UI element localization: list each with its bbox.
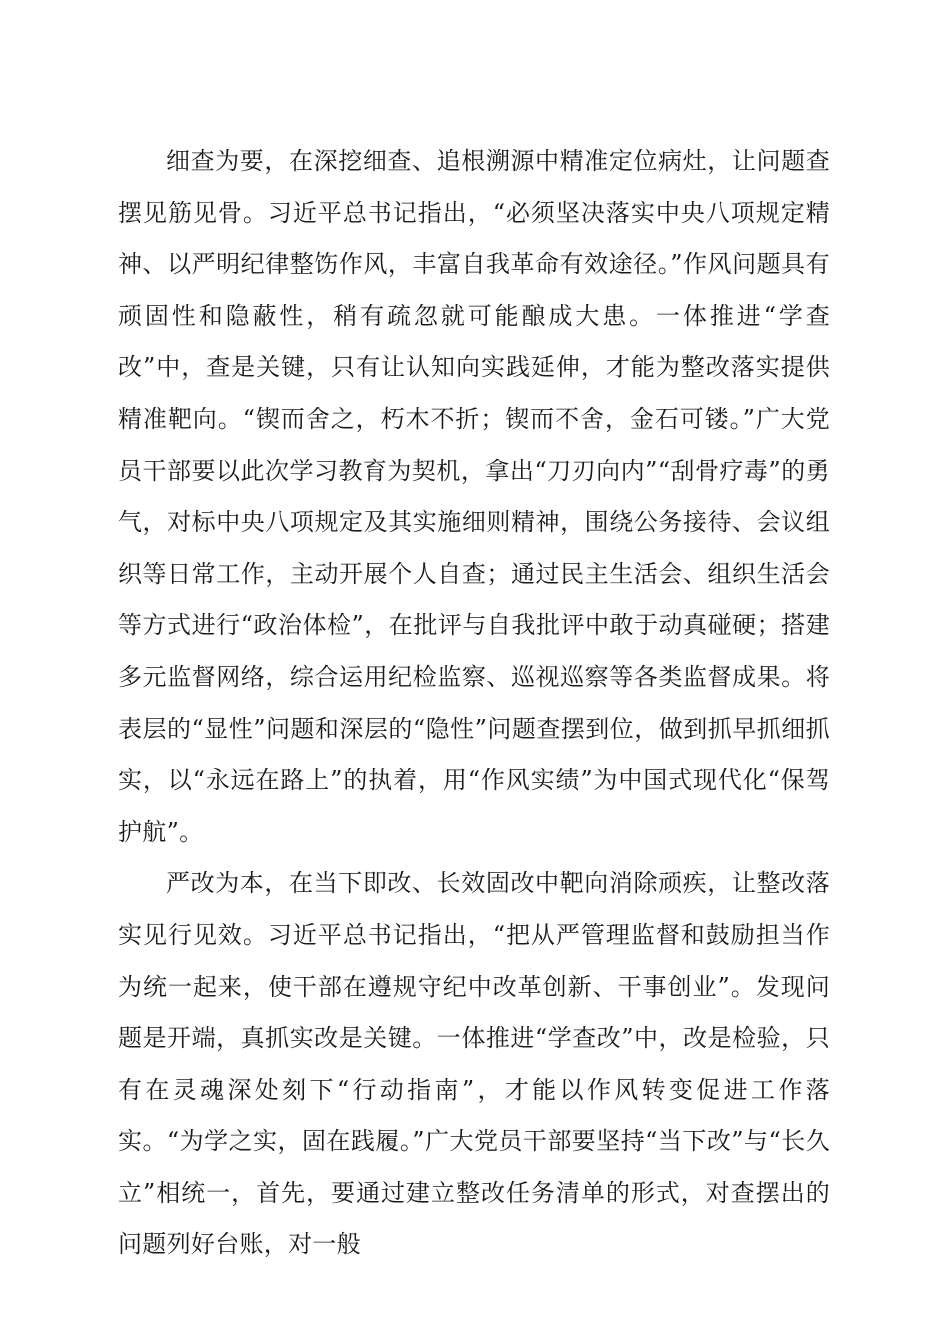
- paragraph-rectification: 严改为本，在当下即改、长效固改中靶向消除顽疾，让整改落实见行见效。习近平总书记指出，“把从严管理监督和鼓励担当作为统一起来，使干部在遵规守纪中改革创新、干事创业”。发现问题是开端，真抓实改是关键。一体推进“学查改”中，改是检验，只有在灵魂深处刻下“行动指南”，才能以作风转变促进工作落实。“为学之实，固在践履。”广大党员干部要坚持“当下改”与“长久立”相统一，首先，要通过建立整改任务清单的形式，对查摆出的问题列好台账，对一般: [118, 869, 830, 1259]
- document-body: [118, 136, 830, 1271]
- paragraph-inspection: 细查为要，在深挖细查、追根溯源中精准定位病灶，让问题查摆见筋见骨。习近平总书记指出，“必须坚决落实中央八项规定精神、以严明纪律整饬作风，丰富自我革命有效途径。”作风问题具有顽固性和隐蔽性，稍有疏忽就可能酿成大患。一体推进“学查改”中，查是关键，只有让认知向实践延伸，才能为整改落实提供精准靶向。“锲而舍之，朽木不折；锲而不舍，金石可镂。”广大党员干部要以此次学习教育为契机，拿出“刀刃向内”“刮骨疗毒”的勇气，对标中央八项规定及其实施细则精神，围绕公务接待、会议组织等日常工作，主动开展个人自查；通过民主生活会、组织生活会等方式进行“政治体检”，在批评与自我批评中敢于动真碰硬；搭建多元监督网络，综合运用纪检监察、巡视巡察等各类监督成果。将表层的“显性”问题和深层的“隐性”问题查摆到位，做到抓早抓细抓实，以“永远在路上”的执着，用“作风实绩”为中国式现代化“保驾护航”。: [118, 147, 830, 846]
